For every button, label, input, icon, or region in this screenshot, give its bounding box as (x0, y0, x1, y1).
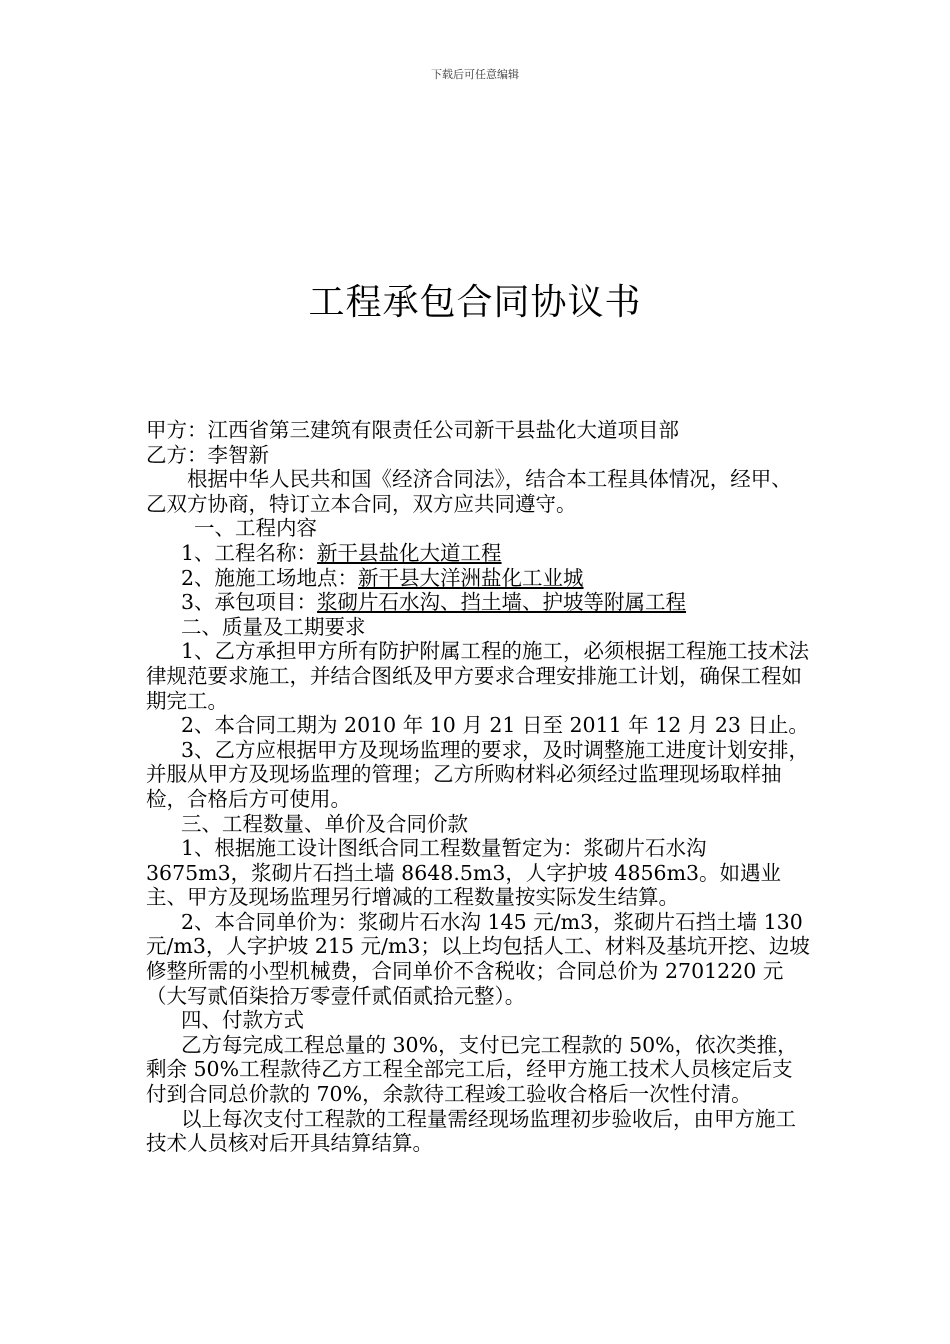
payment-paragraph-1: 乙方每完成工程总量的 30%，支付已完工程款的 50%，依次类推，剩余 50%工程款待乙方工程全部完工后，经甲方施工技术人员核定后支付到合同总价款的 70%，余款待工程竣工验收合格后一次性付清。 (146, 1032, 798, 1107)
section-heading-3: 三、工程数量、单价及合同价款 (181, 811, 468, 836)
section-heading-2: 二、质量及工期要求 (181, 614, 366, 639)
party-b: 乙方：李智新 (146, 442, 269, 467)
project-name-label: 1、工程名称： (181, 540, 318, 565)
project-name-value: 新干县盐化大道工程 (317, 540, 502, 565)
document-body (146, 418, 810, 1156)
intro-paragraph: 根据中华人民共和国《经济合同法》，结合本工程具体情况，经甲、乙双方协商，特订立本合同，双方应共同遵守。 (146, 467, 792, 516)
section-heading-1: 一、工程内容 (194, 516, 317, 541)
quality-paragraph-2: 2、本合同工期为 2010 年 10 月 21 日至 2011 年 12 月 23 日止。 (181, 713, 809, 738)
party-a: 甲方：江西省第三建筑有限责任公司新干县盐化大道项目部 (146, 418, 679, 442)
project-name-line (146, 541, 810, 566)
quality-paragraph-1: 1、乙方承担甲方所有防护附属工程的施工，必须根据工程施工技术法律规范要求施工，并结合图纸及甲方要求合理安排施工计划，确保工程如期完工。 (146, 639, 810, 713)
contract-scope-line (146, 590, 810, 615)
contract-scope-label: 3、承包项目： (181, 590, 318, 615)
page-header-note: 下载后可任意编辑 (431, 68, 519, 81)
site-location-line (146, 566, 810, 591)
site-location-value: 新干县大洋洲盐化工业城 (358, 565, 584, 590)
quantity-paragraph-1: 1、根据施工设计图纸合同工程数量暂定为：浆砌片石水沟 3675m3，浆砌片石挡土墙 8648.5m3，人字护坡 4856m3。如遇业主、甲方及现场监理另行增减的工程数量按实际发生结算。 (146, 836, 782, 910)
quality-paragraph-3: 3、乙方应根据甲方及现场监理的要求，及时调整施工进度计划安排，并服从甲方及现场监理的管理；乙方所购材料必须经过监理现场取样抽检，合格后方可使用。 (146, 737, 810, 811)
contract-scope-value: 浆砌片石水沟、挡土墙、护坡等附属工程 (317, 590, 687, 615)
section-heading-4: 四、付款方式 (181, 1008, 304, 1033)
payment-paragraph-2: 以上每次支付工程款的工程量需经现场监理初步验收后，由甲方施工技术人员核对后开具结算结算。 (146, 1106, 796, 1156)
quantity-paragraph-2: 2、本合同单价为：浆砌片石水沟 145 元/m3，浆砌片石挡土墙 130 元/m3，人字护坡 215 元/m3；以上均包括人工、材料及基坑开挖、边坡修整所需的小型机械费，合同单价不含税收；合同总价为 2701220 元（大写贰佰柒拾万零壹仟贰佰贰拾元整）。 (146, 909, 810, 1008)
document-title: 工程承包合同协议书 (308, 282, 642, 323)
site-location-label: 2、施施工场地点： (181, 565, 359, 590)
